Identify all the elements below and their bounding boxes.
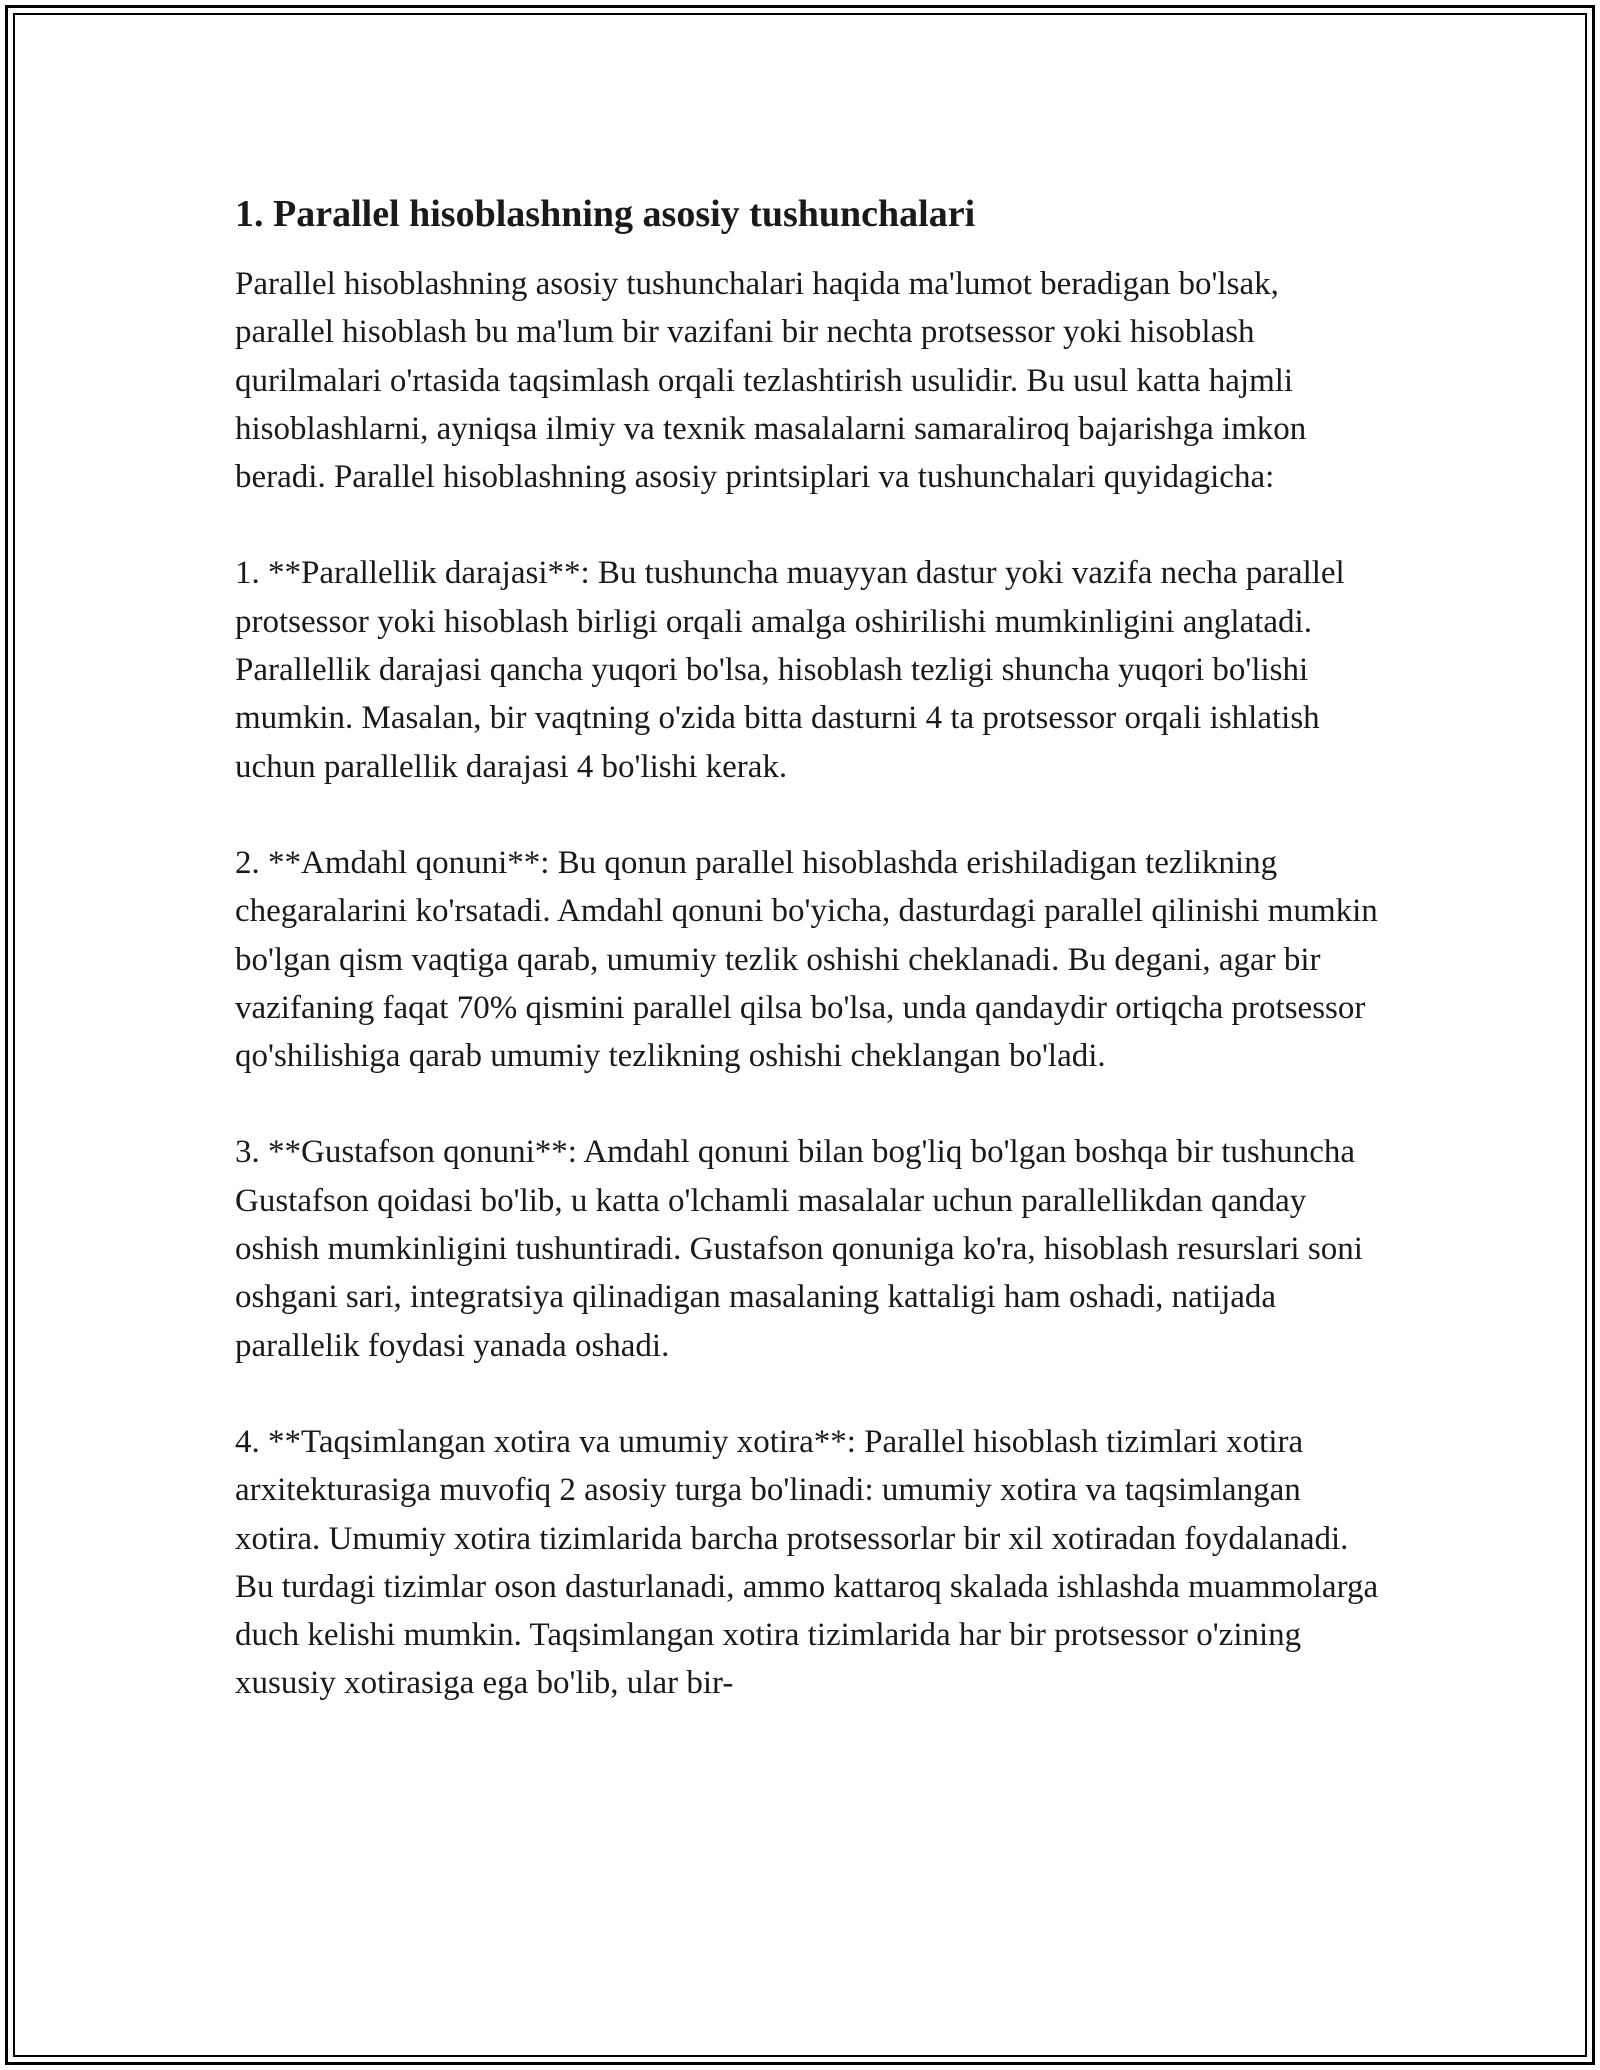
list-item-xotira-turlari: 4. **Taqsimlangan xotira va umumiy xotira**: Parallel hisoblash tizimlari xotira arxitekturasiga muvofiq 2 asosiy turga bo'linadi: umumiy xotira va taqsimlangan xotira. Umumiy xotira tizimlarida barcha protsessorlar bir xil xotiradan foydalanadi. Bu turdagi tizimlar oson dasturlanadi, ammo kattaroq skalada ishlashda muammolarga duch kelishi mumkin. Taqsimlangan xotira tizimlarida har bir protsessor o'zining xususiy xotirasiga ega bo'lib, ular bir-	[235, 1423, 1379, 1702]
intro-paragraph: Parallel hisoblashning asosiy tushunchalari haqida ma'lumot beradigan bo'lsak, parallel hisoblash bu ma'lum bir vazifani bir nechta protsessor yoki hisoblash qurilmalari o'rtasida taqsimlash orqali tezlashtirish usulidir. Bu usul katta hajmli hisoblashlarni, ayniqsa ilmiy va texnik masalalarni samaraliroq bajarishga imkon beradi. Parallel hisoblashning asosiy printsiplari va tushunchalari quyidagicha:	[235, 266, 1307, 496]
list-item-parallellik-darajasi: 1. **Parallellik darajasi**: Bu tushuncha muayyan dastur yoki vazifa necha parallel protsessor yoki hisoblash birligi orqali amalga oshirilishi mumkinligini anglatadi. Parallellik darajasi qancha yuqori bo'lsa, hisoblash tezligi shuncha yuqori bo'lishi mumkin. Masalan, bir vaqtning o'zida bitta dasturni 4 ta protsessor orqali ishlatish uchun parallellik darajasi 4 bo'lishi kerak.	[235, 555, 1345, 785]
list-item-gustafson-qonuni: 3. **Gustafson qonuni**: Amdahl qonuni bilan bog'liq bo'lgan boshqa bir tushuncha Gustafson qoidasi bo'lib, u katta o'lchamli masalalar uchun parallellikdan qanday oshish mumkinligini tushuntiradi. Gustafson qonuniga ko'ra, hisoblash resurslari soni oshgani sari, integratsiya qilinadigan masalaning kattaligi ham oshadi, natijada parallelik foydasi yanada oshadi.	[235, 1134, 1363, 1364]
document-body	[235, 188, 1385, 1708]
list-item-amdahl-qonuni: 2. **Amdahl qonuni**: Bu qonun parallel hisoblashda erishiladigan tezlikning chegaralarini ko'rsatadi. Amdahl qonuni bo'yicha, dasturdagi parallel qilinishi mumkin bo'lgan qism vaqtiga qarab, umumiy tezlik oshishi cheklanadi. Bu degani, agar bir vazifaning faqat 70% qismini parallel qilsa bo'lsa, unda qandaydir ortiqcha protsessor qo'shilishiga qarab umumiy tezlikning oshishi cheklangan bo'ladi.	[235, 844, 1378, 1075]
page-title: 1. Parallel hisoblashning asosiy tushunchalari	[235, 193, 976, 235]
